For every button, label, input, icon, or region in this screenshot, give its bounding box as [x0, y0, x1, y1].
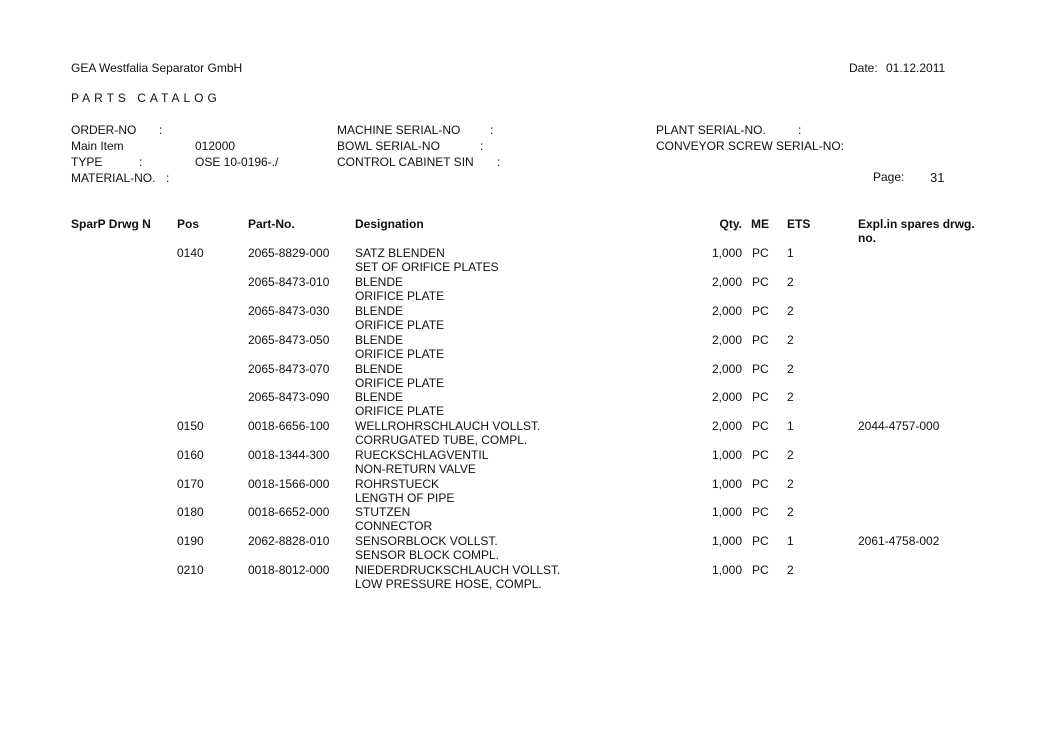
- row-designation-de: STUTZEN: [355, 505, 411, 519]
- row-part-no: 2062-8828-010: [248, 534, 330, 548]
- row-qty: 2,000: [711, 304, 742, 318]
- row-designation-de: BLENDE: [355, 275, 404, 289]
- bowl-serial-label: BOWL SERIAL-NO: [337, 139, 440, 153]
- row-ets: 1: [787, 419, 794, 433]
- row-me: PC: [752, 304, 769, 318]
- plant-serial-label: PLANT SERIAL-NO.: [656, 123, 766, 137]
- row-designation-en: SENSOR BLOCK COMPL.: [355, 548, 500, 562]
- row-pos: 0190: [177, 534, 204, 548]
- row-ets: 2: [787, 505, 794, 519]
- row-designation-en: LENGTH OF PIPE: [355, 491, 455, 505]
- control-cabinet-colon: :: [497, 155, 501, 169]
- row-part-no: 0018-8012-000: [248, 563, 330, 577]
- row-me: PC: [752, 563, 769, 577]
- row-designation-en: ORIFICE PLATE: [355, 318, 445, 332]
- material-no-colon: :: [166, 171, 170, 185]
- row-designation-en: CORRUGATED TUBE, COMPL.: [355, 433, 528, 447]
- col-expl-header: Expl.in spares drwg.: [858, 217, 975, 231]
- table-row: [0, 563, 1053, 592]
- row-part-no: 0018-6652-000: [248, 505, 330, 519]
- row-ets: 2: [787, 362, 794, 376]
- row-designation-de: BLENDE: [355, 390, 404, 404]
- row-ets: 2: [787, 448, 794, 462]
- row-qty: 2,000: [711, 275, 742, 289]
- catalog-title: PARTS CATALOG: [71, 91, 221, 105]
- row-me: PC: [752, 275, 769, 289]
- machine-serial-colon: :: [490, 123, 494, 137]
- row-qty: 1,000: [711, 246, 742, 260]
- row-designation-de: SATZ BLENDEN: [355, 246, 445, 260]
- row-me: PC: [752, 477, 769, 491]
- conveyor-serial-label: CONVEYOR SCREW SERIAL-NO:: [656, 139, 845, 153]
- row-designation-en: NON-RETURN VALVE: [355, 462, 476, 476]
- row-pos: 0210: [177, 563, 204, 577]
- row-qty: 1,000: [711, 534, 742, 548]
- row-pos: 0170: [177, 477, 204, 491]
- row-me: PC: [752, 505, 769, 519]
- row-ets: 2: [787, 304, 794, 318]
- row-part-no: 2065-8473-070: [248, 362, 330, 376]
- type-label: TYPE: [71, 155, 103, 169]
- row-qty: 1,000: [711, 448, 742, 462]
- row-designation-de: ROHRSTUECK: [355, 477, 440, 491]
- row-ets: 2: [787, 563, 794, 577]
- page-label: Page:: [873, 170, 905, 184]
- col-me-header: ME: [751, 217, 769, 231]
- row-qty: 1,000: [711, 563, 742, 577]
- page-number: 31: [930, 170, 945, 185]
- row-part-no: 2065-8473-030: [248, 304, 330, 318]
- table-row: [0, 477, 1053, 506]
- order-no-colon: :: [159, 123, 163, 137]
- row-part-no: 2065-8473-090: [248, 390, 330, 404]
- date-value: 01.12.2011: [886, 61, 946, 75]
- row-ets: 2: [787, 390, 794, 404]
- row-designation-de: BLENDE: [355, 333, 404, 347]
- row-designation-de: NIEDERDRUCKSCHLAUCH VOLLST.: [355, 563, 561, 577]
- table-row: [0, 419, 1053, 448]
- row-me: PC: [752, 333, 769, 347]
- company-name: GEA Westfalia Separator GmbH: [71, 61, 243, 75]
- row-designation-de: RUECKSCHLAGVENTIL: [355, 448, 489, 462]
- row-part-no: 2065-8473-010: [248, 275, 330, 289]
- row-designation-en: CONNECTOR: [355, 519, 433, 533]
- row-part-no: 2065-8829-000: [248, 246, 330, 260]
- table-row: [0, 505, 1053, 534]
- row-qty: 2,000: [711, 362, 742, 376]
- col-qty-header: Qty.: [719, 217, 742, 231]
- col-sparp-header: SparP Drwg N: [71, 217, 151, 231]
- order-no-label: ORDER-NO: [71, 123, 137, 137]
- row-expl: 2061-4758-002: [858, 534, 940, 548]
- row-me: PC: [752, 419, 769, 433]
- col-ets-header: ETS: [787, 217, 811, 231]
- row-pos: 0150: [177, 419, 204, 433]
- row-ets: 2: [787, 333, 794, 347]
- row-me: PC: [752, 390, 769, 404]
- row-part-no: 2065-8473-050: [248, 333, 330, 347]
- row-designation-en: SET OF ORIFICE PLATES: [355, 260, 499, 274]
- row-expl: 2044-4757-000: [858, 419, 940, 433]
- row-designation-en: ORIFICE PLATE: [355, 376, 445, 390]
- table-row: [0, 534, 1053, 563]
- col-part-no-header: Part-No.: [248, 217, 295, 231]
- row-qty: 1,000: [711, 505, 742, 519]
- main-item-value: 012000: [195, 139, 236, 153]
- row-ets: 1: [787, 534, 794, 548]
- date-label: Date:: [849, 61, 878, 75]
- material-no-label: MATERIAL-NO.: [71, 171, 156, 185]
- row-designation-en: ORIFICE PLATE: [355, 347, 445, 361]
- row-designation-en: ORIFICE PLATE: [355, 404, 445, 418]
- row-pos: 0180: [177, 505, 204, 519]
- plant-serial-colon: :: [798, 123, 802, 137]
- row-designation-de: BLENDE: [355, 304, 404, 318]
- table-row: [0, 246, 1053, 275]
- row-qty: 2,000: [711, 419, 742, 433]
- row-designation-de: SENSORBLOCK VOLLST.: [355, 534, 498, 548]
- row-designation-de: BLENDE: [355, 362, 404, 376]
- col-expl-header-line2: no.: [858, 231, 876, 245]
- row-me: PC: [752, 448, 769, 462]
- row-qty: 2,000: [711, 333, 742, 347]
- table-row: [0, 275, 1053, 304]
- row-me: PC: [752, 362, 769, 376]
- row-me: PC: [752, 534, 769, 548]
- col-pos-header: Pos: [177, 217, 200, 231]
- table-row: [0, 304, 1053, 333]
- type-value: OSE 10-0196-./: [195, 155, 279, 169]
- row-qty: 2,000: [711, 390, 742, 404]
- row-part-no: 0018-1566-000: [248, 477, 330, 491]
- row-part-no: 0018-6656-100: [248, 419, 330, 433]
- col-designation-header: Designation: [355, 217, 424, 231]
- table-row: [0, 448, 1053, 477]
- row-ets: 1: [787, 246, 794, 260]
- table-row: [0, 333, 1053, 362]
- table-row: [0, 362, 1053, 391]
- table-row: [0, 390, 1053, 419]
- row-ets: 2: [787, 477, 794, 491]
- type-colon: :: [139, 155, 143, 169]
- control-cabinet-label: CONTROL CABINET SIN: [337, 155, 474, 169]
- row-qty: 1,000: [711, 477, 742, 491]
- row-ets: 2: [787, 275, 794, 289]
- row-pos: 0160: [177, 448, 204, 462]
- row-pos: 0140: [177, 246, 204, 260]
- row-designation-en: ORIFICE PLATE: [355, 289, 445, 303]
- row-designation-de: WELLROHRSCHLAUCH VOLLST.: [355, 419, 541, 433]
- bowl-serial-colon: :: [480, 139, 484, 153]
- machine-serial-label: MACHINE SERIAL-NO: [337, 123, 461, 137]
- row-part-no: 0018-1344-300: [248, 448, 330, 462]
- main-item-label: Main Item: [71, 139, 124, 153]
- row-me: PC: [752, 246, 769, 260]
- row-designation-en: LOW PRESSURE HOSE, COMPL.: [355, 577, 542, 591]
